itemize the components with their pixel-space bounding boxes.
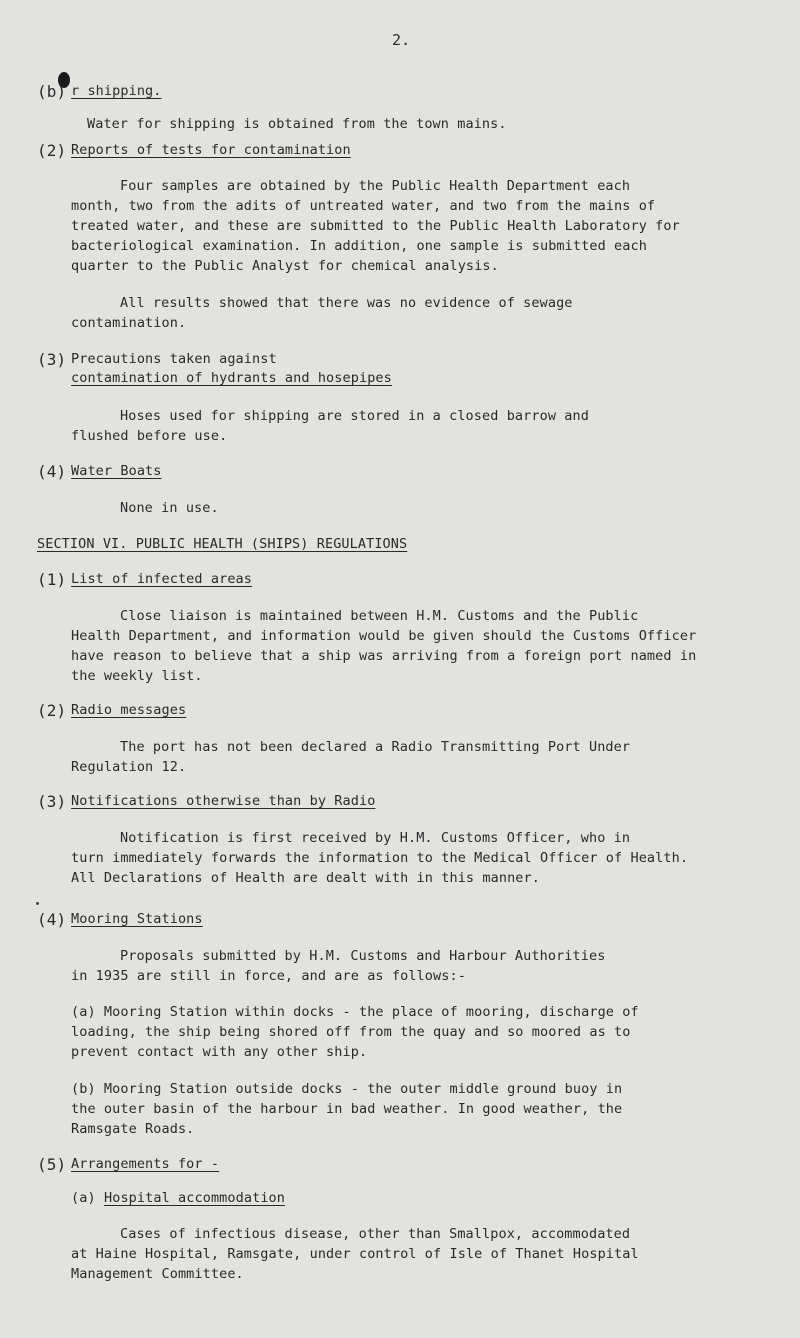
mooring-b-line: (b) Mooring Station outside docks - the outer middle ground buoy in [71,1081,623,1097]
precautions-number: (3) [37,350,67,369]
reports-heading: Reports of tests for contamination [71,142,351,158]
water-supply-text: Water for shipping is obtained from the town mains. [87,116,507,132]
reports-line: Four samples are obtained by the Public Health Department each [120,178,631,194]
hospital-line: at Haine Hospital, Ramsgate, under control of Isle of Thanet Hospital [71,1246,639,1262]
arrangements-number: (5) [37,1155,67,1174]
hospital-heading: Hospital accommodation [104,1190,286,1206]
infected-areas-number: (1) [37,570,67,589]
mooring-stations-number: (4) [37,910,67,929]
mooring-a-line: (a) Mooring Station within docks - the place of mooring, discharge of [71,1004,639,1020]
reports-line: treated water, and these are submitted to the Public Health Laboratory for [71,218,680,234]
infected-areas-line: the weekly list. [71,668,203,684]
infected-areas-line: have reason to believe that a ship was arriving from a foreign port named in [71,648,697,664]
notifications-heading: Notifications otherwise than by Radio [71,793,376,809]
radio-messages-heading: Radio messages [71,702,187,718]
notifications-line: turn immediately forwards the information to the Medical Officer of Health. [71,850,689,866]
hospital-line: Management Committee. [71,1266,244,1282]
mooring-b-line: Ramsgate Roads. [71,1121,195,1137]
hospital-line: Cases of infectious disease, other than Smallpox, accommodated [120,1226,631,1242]
infected-areas-line: Health Department, and information would be given should the Customs Officer [71,628,697,644]
water-boats-number: (4) [37,462,67,481]
radio-messages-line: Regulation 12. [71,759,187,775]
precautions-line: flushed before use. [71,428,228,444]
reports-number: (2) [37,141,67,160]
mooring-a-line: loading, the ship being shored off from the quay and so moored as to [71,1024,631,1040]
notifications-number: (3) [37,792,67,811]
hospital-label: (a) [71,1190,96,1206]
reports-line: quarter to the Public Analyst for chemical analysis. [71,258,499,274]
radio-messages-line: The port has not been declared a Radio Transmitting Port Under [120,739,631,755]
water-boats-heading: Water Boats [71,463,162,479]
notifications-line: Notification is first received by H.M. Customs Officer, who in [120,830,631,846]
arrangements-heading: Arrangements for - [71,1156,220,1172]
section-vi-heading: SECTION VI. PUBLIC HEALTH (SHIPS) REGULATIONS [37,536,408,552]
precautions-line: Hoses used for shipping are stored in a closed barrow and [120,408,589,424]
page-number: 2. [392,31,411,49]
infected-areas-heading: List of infected areas [71,571,253,587]
reports-line: bacteriological examination. In addition, one sample is submitted each [71,238,647,254]
mooring-a-line: prevent contact with any other ship. [71,1044,368,1060]
notifications-line: All Declarations of Health are dealt with in this manner. [71,870,540,886]
mooring-b-line: the outer basin of the harbour in bad weather. In good weather, the [71,1101,623,1117]
infected-areas-line: Close liaison is maintained between H.M. Customs and the Public [120,608,639,624]
mooring-stations-heading: Mooring Stations [71,911,203,927]
results-line: All results showed that there was no evidence of sewage [120,295,573,311]
precautions-heading: Precautions taken against [71,351,277,367]
section-b-number: (b) [37,82,67,101]
results-line: contamination. [71,315,187,331]
precautions-heading-cont: contamination of hydrants and hosepipes [71,370,392,386]
reports-line: month, two from the adits of untreated water, and two from the mains of [71,198,656,214]
water-boats-text: None in use. [120,500,219,516]
mooring-intro-line: Proposals submitted by H.M. Customs and Harbour Authorities [120,948,606,964]
stray-mark [36,902,39,905]
mooring-intro-line: in 1935 are still in force, and are as follows:- [71,968,466,984]
section-b-heading: r shipping. [71,83,162,99]
radio-messages-number: (2) [37,701,67,720]
